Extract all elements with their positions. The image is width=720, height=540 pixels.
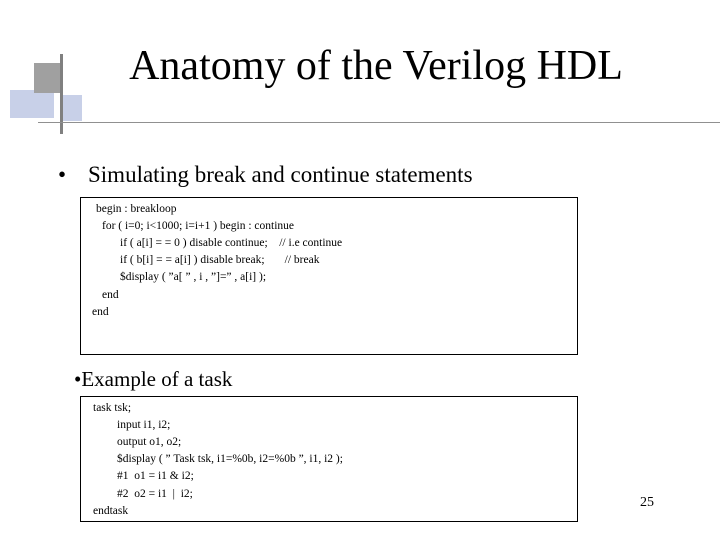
- slide-title: Anatomy of the Verilog HDL: [129, 43, 623, 89]
- bullet-task-example: [74, 365, 232, 393]
- code-line: end: [92, 306, 109, 318]
- code-box-task: [80, 396, 578, 522]
- bullet-simulating: [58, 160, 473, 190]
- decor-square-light: [10, 90, 54, 118]
- decor-square-light-2: [62, 95, 82, 121]
- code-line: endtask: [93, 505, 129, 517]
- code-line: #1 o1 = i1 & i2;: [117, 470, 194, 482]
- code-line: if ( b[i] = = a[i] ) disable break; // break: [120, 254, 320, 266]
- decor-horizontal-line: [38, 122, 720, 123]
- code-line: end: [102, 289, 119, 301]
- code-line: begin : breakloop: [96, 203, 177, 215]
- code-line: $display ( ”a[ ” , i , ”]=” , a[i] );: [120, 271, 267, 283]
- code-line: output o1, o2;: [117, 436, 182, 448]
- bullet-marker: •: [74, 367, 82, 391]
- page-number: 25: [640, 495, 654, 510]
- decor-square-grey: [34, 63, 62, 93]
- bullet-text: Example of a task: [81, 367, 233, 391]
- code-line: for ( i=0; i<1000; i=i+1 ) begin : continue: [102, 220, 295, 232]
- code-line: task tsk;: [93, 402, 132, 414]
- code-line: #2 o2 = i1 | i2;: [117, 488, 193, 500]
- code-box-break-continue: [80, 197, 578, 355]
- code-line: if ( a[i] = = 0 ) disable continue; // i.e continue: [120, 237, 343, 249]
- bullet-marker: •: [58, 162, 67, 187]
- code-line: input i1, i2;: [117, 419, 171, 431]
- code-line: $display ( ” Task tsk, i1=%0b, i2=%0b ”, i1, i2 );: [117, 453, 343, 465]
- bullet-text: Simulating break and continue statements: [88, 162, 473, 187]
